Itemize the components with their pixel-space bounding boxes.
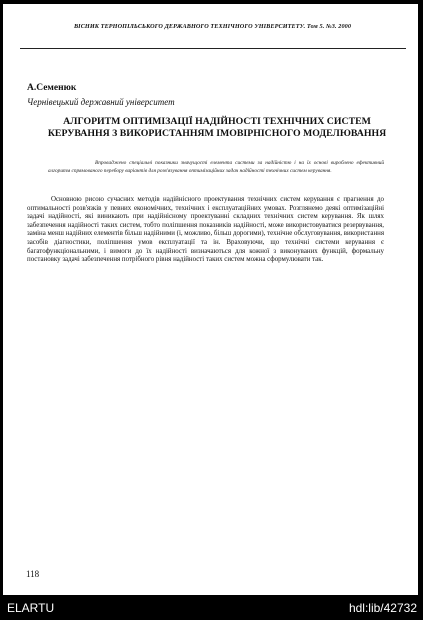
header-divider (20, 48, 406, 49)
article-body: Основною рисою сучасних методів надійнісного проектування технічних систем керування є прагнення до оптимальності розв'язків у певних економічних, технічних і експлуатаційних умовах. Розглянемо деякі оптимізаційні задачі надійності, які виникають при надійнісному проектуванні складних технічних систем керування. Як шлях забезпечення надійності таких систем, тобто поліпшення показників надійності, може використовуватися резервування, заміна менш надійних елементів більш надійними (і, можливо, більш дорогими), технічне обслуговування, використання засобів діагностики, поліпшення умов експлуатації та ін. Враховуючи, що технічні системи керування є багатофункціональними, і вимоги до їх надійності визначаються для кожної з виконуваних функцій, формальну постановку задачі забезпечення потрібного рівня надійності таких систем можна сформулювати так. (27, 196, 384, 264)
author-name: А.Семенюк (27, 83, 77, 93)
article-title: АЛГОРИТМ ОПТИМІЗАЦІЇ НАДІЙНОСТІ ТЕХНІЧНИХ СИСТЕМ КЕРУВАННЯ З ВИКОРИСТАННЯМ ІМОВІРНІСНОГО МОДЕЛЮВАННЯ (47, 116, 387, 140)
document-page (3, 4, 418, 595)
footer-source-label: ELARTU (7, 601, 55, 615)
journal-header: ВІСНИК ТЕРНОПІЛЬСЬКОГО ДЕРЖАВНОГО ТЕХНІЧНОГО УНІВЕРСИТЕТУ. Том 5. №3. 2000 (73, 23, 352, 30)
footer-handle-label: hdl:lib/42732 (348, 601, 417, 615)
author-affiliation: Чернівецький державний університет (27, 97, 175, 107)
article-abstract: Впроваджено спеціальні показники значущості елемента системи за надійністю і на їх основі вироблено ефективний алгоритм спрямованого перебору варіантів для розв'язування оптимізаційних задач надійності технічних систем керування. (48, 160, 384, 174)
page-number: 118 (26, 569, 40, 579)
